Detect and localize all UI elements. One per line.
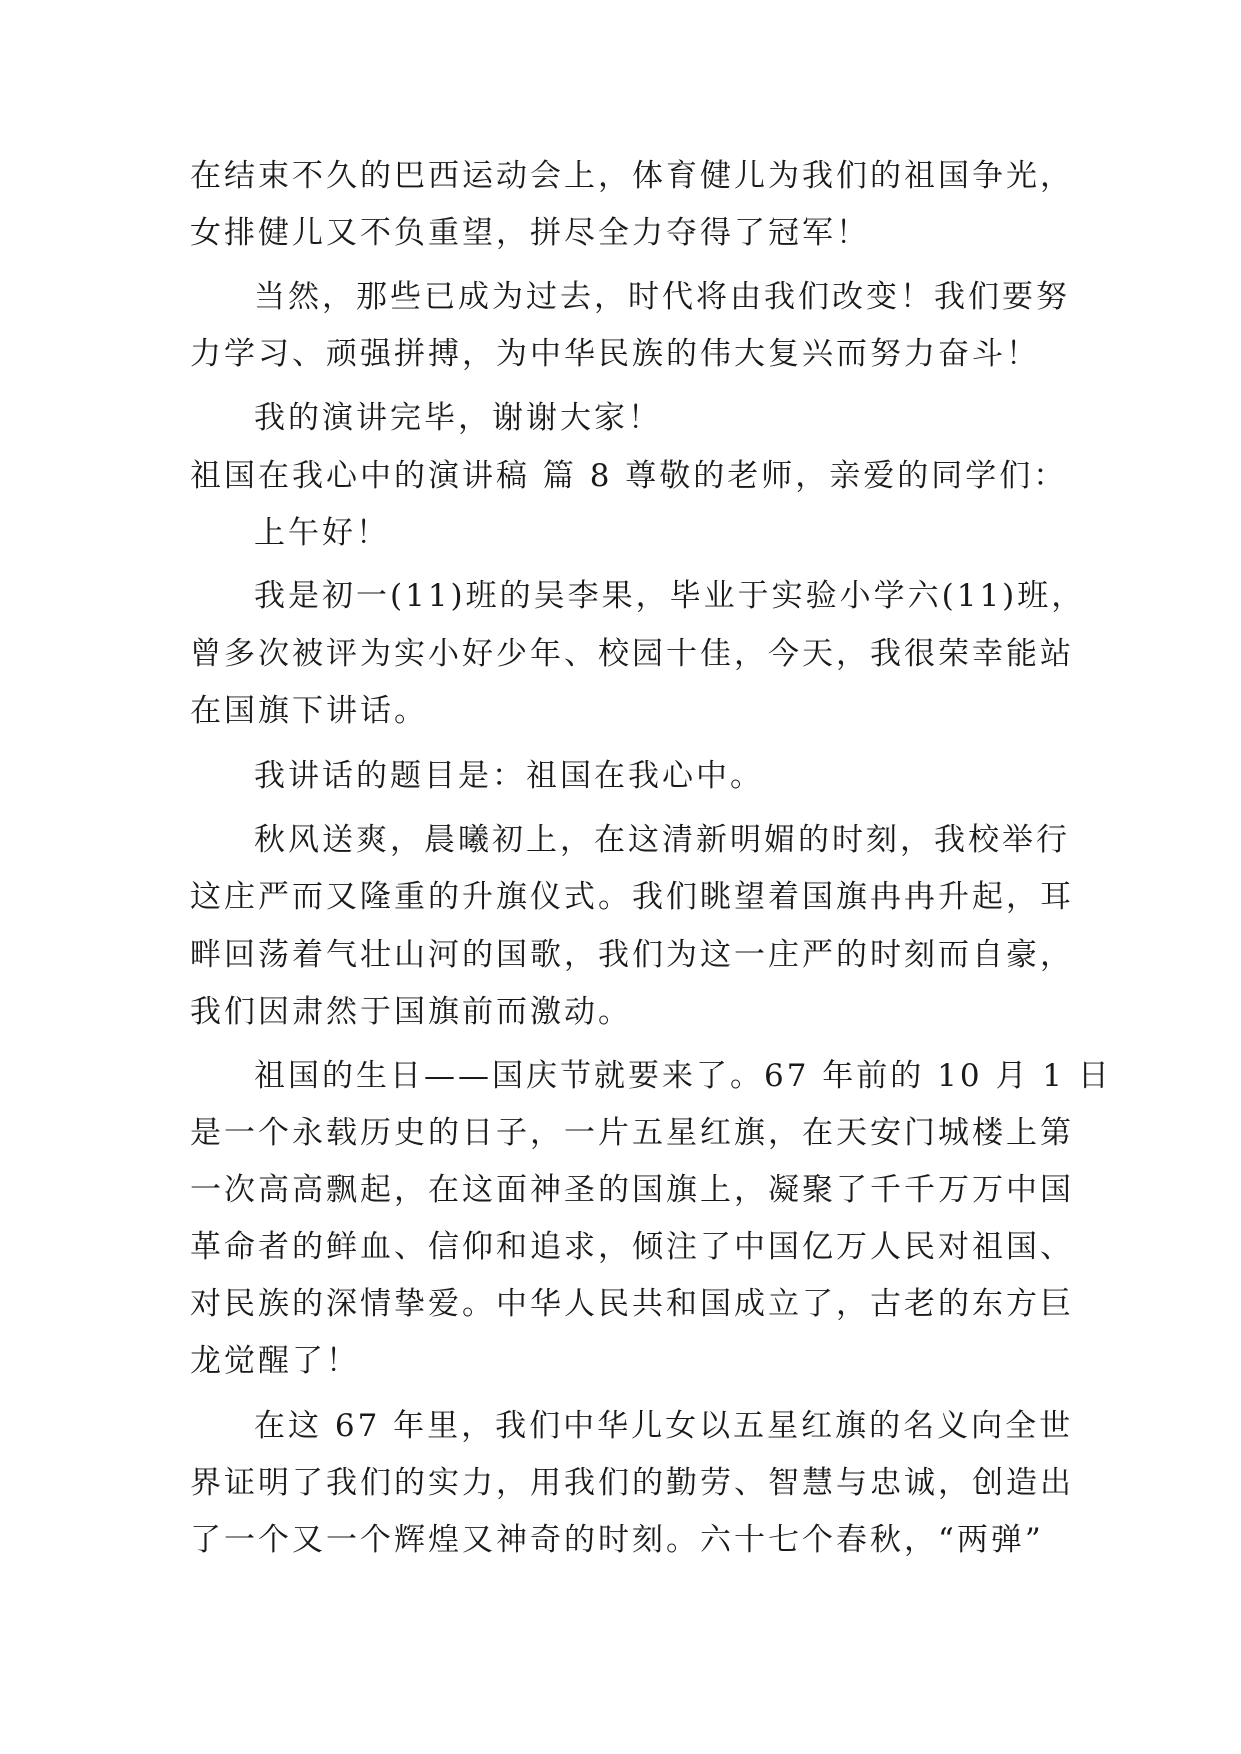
text-line: 在这 67 年里，我们中华儿女以五星红旗的名义向全世 [254, 1408, 1074, 1444]
text-line: 了一个又一个辉煌又神奇的时刻。六十七个春秋，“两弹” [190, 1522, 1044, 1558]
text-line: 我是初一(11)班的吴李果，毕业于实验小学六(11)班， [254, 578, 1086, 614]
text-line: 一次高高飘起，在这面神圣的国旗上，凝聚了千千万万中国 [190, 1172, 1074, 1208]
text-line: 力学习、顽强拼搏，为中华民族的伟大复兴而努力奋斗！ [190, 336, 1040, 372]
text-line: 我的演讲完毕，谢谢大家！ [254, 400, 662, 436]
text-line: 上午好！ [254, 515, 390, 551]
text-line: 秋风送爽，晨曦初上，在这清新明媚的时刻，我校举行 [254, 822, 1070, 858]
text-line: 在结束不久的巴西运动会上，体育健儿为我们的祖国争光， [190, 158, 1074, 194]
text-line: 界证明了我们的实力，用我们的勤劳、智慧与忠诚，创造出 [190, 1465, 1074, 1501]
section-heading: 祖国在我心中的演讲稿 篇 8 尊敬的老师，亲爱的同学们： [190, 458, 1068, 494]
text-line: 女排健儿又不负重望，拼尽全力夺得了冠军！ [190, 215, 870, 251]
text-line: 祖国的生日——国庆节就要来了。67 年前的 10 月 1 日 [254, 1058, 1112, 1094]
text-line: 当然，那些已成为过去，时代将由我们改变！我们要努 [254, 279, 1070, 315]
text-line: 革命者的鲜血、信仰和追求，倾注了中国亿万人民对祖国、 [190, 1229, 1074, 1265]
text-line: 畔回荡着气壮山河的国歌，我们为这一庄严的时刻而自豪， [190, 937, 1074, 973]
text-line: 这庄严而又隆重的升旗仪式。我们眺望着国旗冉冉升起，耳 [190, 879, 1074, 915]
text-line: 在国旗下讲话。 [190, 693, 428, 729]
text-line: 曾多次被评为实小好少年、校园十佳，今天，我很荣幸能站 [190, 636, 1074, 672]
text-line: 是一个永载历史的日子，一片五星红旗，在天安门城楼上第 [190, 1115, 1074, 1151]
text-line: 我讲话的题目是：祖国在我心中。 [254, 758, 764, 794]
text-line: 对民族的深情挚爱。中华人民共和国成立了，古老的东方巨 [190, 1286, 1074, 1322]
text-line: 我们因肃然于国旗前而激动。 [190, 994, 632, 1030]
text-line: 龙觉醒了！ [190, 1343, 360, 1379]
